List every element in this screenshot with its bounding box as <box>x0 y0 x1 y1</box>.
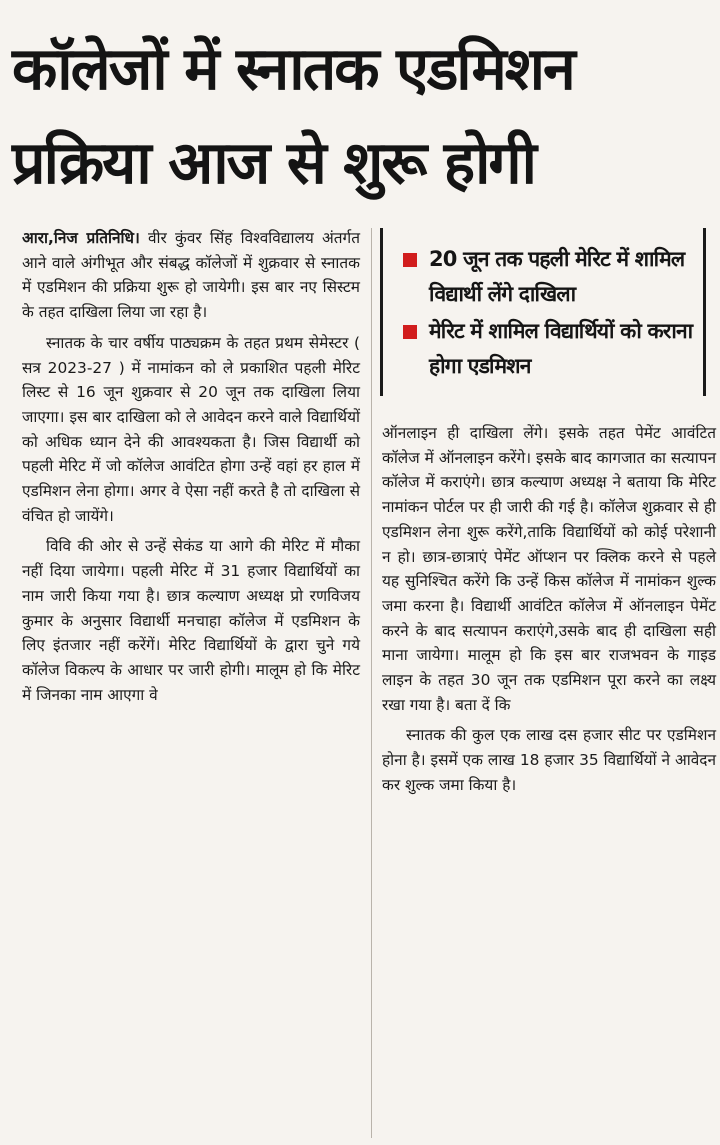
red-square-bullet-icon <box>403 253 417 267</box>
article-paragraph-2: स्नातक के चार वर्षीय पाठ्यक्रम के तहत प्रथम सेमेस्टर ( सत्र 2023-27 ) में नामांकन को ले प्रकाशित पहली मेरिट लिस्ट से 16 जून शुक्रवार से 20 जून तक दाखिला लिया जाएगा। इस बार दाखिला को ले आवेदन करने वाले विद्यार्थियों को अधिक ध्यान देने की आवश्यकता है। जिस विद्यार्थी को पहली मेरिट में जो कॉलेज आवंटित होगा उन्हें वहां हर हाल में एडमिशन लेना होगा। अगर वे ऐसा नहीं करते है तो दाखिला से वंचित हो जायेंगे। <box>22 333 360 525</box>
highlight-text: 20 जून तक पहली मेरिट में शामिल विद्यार्थी लेंगे दाखिला <box>429 247 685 306</box>
paragraph-text: वीर कुंवर सिंह विश्वविद्यालय अंतर्गत आने वाले अंगीभूत और संबद्ध कॉलेजों में शुक्रवार से स्नातक में एडमिशन की प्रक्रिया शुरू हो जायेगी। इस बार नए सिस्टम के तहत दाखिला लिया जा रहा है। <box>22 229 360 322</box>
headline <box>12 22 712 210</box>
highlight-item <box>403 242 693 312</box>
red-square-bullet-icon <box>403 325 417 339</box>
article-right-column <box>382 421 716 798</box>
article-paragraph-3: विवि की ओर से उन्हें सेकंड या आगे की मेरिट में मौका नहीं दिया जायेगा। पहली मेरिट में 31 हजार विद्यार्थियों का नाम जारी किया गया है। छात्र कल्याण अध्यक्ष प्रो रणविजय कुमार के अनुसार विद्यार्थी मनचाहा कॉलेज में एडमिशन के लिए इंतजार नहीं करेंगें। मेरिट विद्यार्थियों के द्वारा चुने गये कॉलेज विकल्प के आधार पर जारी होगी। मालूम हो कि मेरिट में जिनका नाम आएगा वे <box>22 537 360 704</box>
highlight-item <box>403 314 693 384</box>
article-left-column <box>22 226 360 707</box>
article-paragraph-1 <box>22 226 360 325</box>
highlights-box <box>380 228 706 396</box>
headline-line-1: कॉलेजों में स्नातक एडमिशन <box>12 34 574 103</box>
article-paragraph-4: ऑनलाइन ही दाखिला लेंगे। इसके तहत पेमेंट आवंटित कॉलेज में ऑनलाइन करेंगे। इसके बाद कागजात का सत्यापन कॉलेज में कराएंगे। छात्र कल्याण अध्यक्ष ने बताया कि मेरिट नामांकन पोर्टल पर ही जारी की गई है। कॉलेज शुक्रवार से ही एडमिशन लेना शुरू करेंगे,ताकि विद्यार्थियों को कोई परेशानी न हो। छात्र-छात्राएं पेमेंट ऑप्शन पर क्लिक करने से पहले यह सुनिश्चित करेंगे कि उन्हें किस कॉलेज में नामांकन शुल्क जमा करना है। विद्यार्थी आवंटित कॉलेज में ऑनलाइन पेमेंट करने के बाद सत्यापन कराएंगे,उसके बाद ही दाखिला सही माना जायेगा। मालूम हो कि इस बार राजभवन के गाइड लाइन के तहत 30 जून तक एडमिशन पूरा करने का लक्ष्य रखा गया है। बता दें कि <box>382 424 716 714</box>
article-paragraph-5: स्नातक की कुल एक लाख दस हजार सीट पर एडमिशन होना है। इसमें एक लाख 18 हजार 35 विद्यार्थियों ने आवेदन कर शुल्क जमा किया है। <box>382 726 716 794</box>
column-divider <box>371 228 372 1138</box>
highlight-text: मेरिट में शामिल विद्यार्थियों को कराना होगा एडमिशन <box>429 319 693 378</box>
dateline: आरा,निज प्रतिनिधि। <box>22 229 140 247</box>
headline-line-2: प्रक्रिया आज से शुरू होगी <box>12 128 535 197</box>
